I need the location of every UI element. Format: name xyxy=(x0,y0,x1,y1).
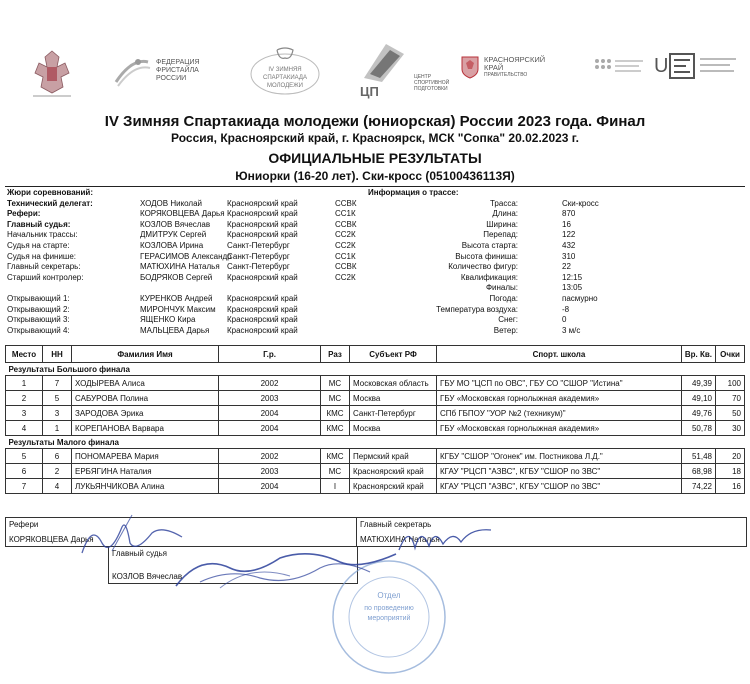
track-info-label: Погода: xyxy=(489,293,518,303)
track-info-row xyxy=(368,252,708,263)
secretary-label: Главный секретарь xyxy=(360,520,432,529)
jury-member-row xyxy=(7,199,407,210)
track-info-row xyxy=(368,283,708,294)
bib-cell: 3 xyxy=(43,406,72,421)
name-cell: ЛУКЬЯНЧИКОВА Алина xyxy=(72,479,219,494)
svg-text:ЦП: ЦП xyxy=(360,84,379,99)
name-cell: КОРЕПАНОВА Варвара xyxy=(72,421,219,436)
points-cell: 50 xyxy=(716,406,745,421)
col-place: Место xyxy=(6,346,43,363)
track-info-label: Температура воздуха: xyxy=(436,304,518,314)
col-qtime: Вр. Кв. xyxy=(681,346,715,363)
jury-member-row xyxy=(7,262,407,273)
judge-label: Главный судья xyxy=(112,549,168,558)
col-year: Г.р. xyxy=(219,346,321,363)
track-info-value: 16 xyxy=(562,219,571,229)
secretary-handwritten-signature xyxy=(395,520,495,556)
track-info-row xyxy=(368,220,708,231)
jury-category: СС1К xyxy=(335,251,356,261)
result-row xyxy=(6,421,745,436)
secretary-name: МАТЮХИНА Наталья xyxy=(360,535,440,544)
sport-brand-icon xyxy=(654,50,740,82)
track-info-label: Количество фигур: xyxy=(448,262,518,272)
rank-cell: КМС xyxy=(321,406,350,421)
jury-category: СС1К xyxy=(335,209,356,219)
jury-name: ДМИТРУК Сергей xyxy=(140,230,207,240)
track-info-value: 13:05 xyxy=(562,283,583,293)
event-category: Юниорки (16-20 лет). Ски-кросс (05100436113Я) xyxy=(235,169,515,183)
jury-heading: Жюри соревнований: xyxy=(7,188,93,197)
jury-region: Санкт-Петербург xyxy=(227,262,290,272)
jury-role: Старший контролер: xyxy=(7,272,84,282)
result-row xyxy=(6,464,745,479)
jury-name: КОЗЛОВ Вячеслав xyxy=(140,219,211,229)
place-cell: 4 xyxy=(6,421,43,436)
qtime-cell: 51,48 xyxy=(681,449,715,464)
school-cell: КГАУ "РЦСП "АЗВС", КГБУ "СШОР по ЗВС" xyxy=(437,479,682,494)
year-cell: 2003 xyxy=(219,391,321,406)
place-cell: 6 xyxy=(6,464,43,479)
jury-role: Технический делегат: xyxy=(7,198,93,208)
school-cell: ГБУ «Московская горнолыжная академия» xyxy=(437,421,682,436)
track-info-value: пасмурно xyxy=(562,293,598,303)
region-logo-line: КРАЙ xyxy=(484,63,504,73)
qtime-cell: 50,78 xyxy=(681,421,715,436)
result-row xyxy=(6,406,745,421)
rank-cell: МС xyxy=(321,376,350,391)
region-shield-icon xyxy=(460,55,480,79)
track-info-row xyxy=(368,315,708,326)
place-cell: 1 xyxy=(6,376,43,391)
jury-category: ССВК xyxy=(335,262,357,272)
header-divider xyxy=(5,186,745,187)
school-cell: КГАУ "РЦСП "АЗВС", КГБУ "СШОР по ЗВС" xyxy=(437,464,682,479)
track-info-row xyxy=(368,209,708,220)
year-cell: 2004 xyxy=(219,421,321,436)
col-name: Фамилия Имя xyxy=(72,346,219,363)
col-region: Субъект РФ xyxy=(350,346,437,363)
school-cell: СПб ГБПОУ "УОР №2 (техникум)" xyxy=(437,406,682,421)
result-row xyxy=(6,391,745,406)
qtime-cell: 49,39 xyxy=(681,376,715,391)
region-cell: Санкт-Петербург xyxy=(350,406,437,421)
place-cell: 3 xyxy=(6,406,43,421)
coat-of-arms-icon xyxy=(27,47,77,99)
track-info-row xyxy=(368,262,708,273)
name-cell: САБУРОВА Полина xyxy=(72,391,219,406)
track-info-label: Перепад: xyxy=(483,230,518,240)
jury-member-row xyxy=(7,230,407,241)
qtime-cell: 49,76 xyxy=(681,406,715,421)
krasnoyarsk-region-logo xyxy=(460,55,545,79)
track-info-label: Трасса: xyxy=(489,198,518,208)
jury-role: Главный судья: xyxy=(7,219,71,229)
bib-cell: 6 xyxy=(43,449,72,464)
jury-member-row xyxy=(7,273,407,284)
jury-name: МАТЮХИНА Наталья xyxy=(140,262,220,272)
federation-logo-line: ФРИСТАЙЛА xyxy=(156,66,199,74)
jury-role: Судья на финише: xyxy=(7,251,77,261)
opener-name: МИРОНЧУК Максим xyxy=(140,304,216,314)
judge-name: КОЗЛОВ Вячеслав xyxy=(112,572,183,581)
track-info-row xyxy=(368,199,708,210)
region-logo-line: ПРАВИТЕЛЬСТВО xyxy=(484,71,528,78)
opener-role: Открывающий 3: xyxy=(7,315,70,325)
points-cell: 16 xyxy=(716,479,745,494)
table-header-row xyxy=(6,346,745,363)
event-location: Россия, Красноярский край, г. Красноярск, МСК "Сопка" 20.02.2023 г. xyxy=(171,131,579,145)
school-cell: КГБУ "СШОР "Огонек" им. Постникова Л.Д." xyxy=(437,449,682,464)
track-info-value: 3 м/с xyxy=(562,325,581,335)
jury-role: Судья на старте: xyxy=(7,240,70,250)
jury-member-row xyxy=(7,252,407,263)
year-cell: 2002 xyxy=(219,376,321,391)
track-info-label: Снег: xyxy=(498,315,518,325)
rank-cell: МС xyxy=(321,391,350,406)
stamp-line: по проведению xyxy=(364,605,414,612)
jury-region: Красноярский край xyxy=(227,272,298,282)
school-cell: ГБУ МО "ЦСП по ОВС", ГБУ СО "СШОР "Истина" xyxy=(437,376,682,391)
year-cell: 2003 xyxy=(219,464,321,479)
opener-region: Красноярский край xyxy=(227,293,298,303)
bib-cell: 1 xyxy=(43,421,72,436)
track-info-label: Ширина: xyxy=(486,219,518,229)
jury-region: Красноярский край xyxy=(227,219,298,229)
federation-logo-line: ФЕДЕРАЦИЯ xyxy=(156,58,200,66)
jury-member-row xyxy=(7,220,407,231)
csp-logo-line: СПОРТИВНОЙ xyxy=(414,80,450,87)
place-cell: 5 xyxy=(6,449,43,464)
track-info-heading: Информация о трассе: xyxy=(368,188,459,197)
opener-region: Красноярский край xyxy=(227,315,298,325)
opener-name: КУРЕНКОВ Андрей xyxy=(140,293,213,303)
qtime-cell: 68,98 xyxy=(681,464,715,479)
year-cell: 2004 xyxy=(219,479,321,494)
track-info-value: 22 xyxy=(562,262,571,272)
result-row xyxy=(6,479,745,494)
track-info-label: Высота старта: xyxy=(461,240,518,250)
track-info-label: Высота финиша: xyxy=(455,251,518,261)
bib-cell: 4 xyxy=(43,479,72,494)
result-row xyxy=(6,376,745,391)
section-row xyxy=(6,363,745,376)
track-info-value: 0 xyxy=(562,315,567,325)
bib-cell: 7 xyxy=(43,376,72,391)
region-logo-line: КРАСНОЯРСКИЙ xyxy=(484,54,546,64)
track-info-value: 122 xyxy=(562,230,576,240)
year-cell: 2004 xyxy=(219,406,321,421)
opener-row xyxy=(7,326,407,337)
event-title: IV Зимняя Спартакиада молодежи (юниорская) России 2023 года. Финал xyxy=(104,113,646,130)
results-title: ОФИЦИАЛЬНЫЕ РЕЗУЛЬТАТЫ xyxy=(268,150,482,166)
ministry-emblem-logo xyxy=(27,47,77,99)
opener-name: ЯЩЕНКО Кира xyxy=(140,315,196,325)
track-info-section xyxy=(368,188,708,336)
track-info-row xyxy=(368,273,708,284)
qtime-cell: 74,22 xyxy=(681,479,715,494)
opener-region: Красноярский край xyxy=(227,304,298,314)
bib-cell: 5 xyxy=(43,391,72,406)
jury-role: Главный секретарь: xyxy=(7,262,81,272)
track-info-label: Квалификация: xyxy=(460,272,518,282)
opener-role: Открывающий 4: xyxy=(7,325,70,335)
jury-region: Санкт-Петербург xyxy=(227,251,290,261)
section-row xyxy=(6,436,745,449)
spartakiad-logo-line: МОЛОДЕЖИ xyxy=(267,83,303,89)
svg-text:U: U xyxy=(654,55,669,77)
opener-region: Красноярский край xyxy=(227,325,298,335)
points-cell: 18 xyxy=(716,464,745,479)
rank-cell: МС xyxy=(321,464,350,479)
jury-role: Начальник трассы: xyxy=(7,230,78,240)
region-cell: Москва xyxy=(350,421,437,436)
spartakiad-logo xyxy=(247,44,323,98)
region-cell: Москва xyxy=(350,391,437,406)
track-info-row xyxy=(368,230,708,241)
skier-icon xyxy=(112,52,152,90)
col-rank: Раз xyxy=(321,346,350,363)
jury-region: Красноярский край xyxy=(227,198,298,208)
rank-cell: КМС xyxy=(321,421,350,436)
spartakiad-emblem-icon xyxy=(247,44,323,98)
csp-logo-line: ЦЕНТР xyxy=(414,74,432,81)
jury-region: Красноярский край xyxy=(227,209,298,219)
jury-member-row xyxy=(7,209,407,220)
jury-category: ССВК xyxy=(335,198,357,208)
region-cell: Московская область xyxy=(350,376,437,391)
name-cell: ПОНОМАРЕВА Мария xyxy=(72,449,219,464)
spartakiad-logo-line: IV ЗИМНЯЯ xyxy=(268,67,302,73)
track-info-label: Ветер: xyxy=(493,325,518,335)
track-info-value: 310 xyxy=(562,251,576,261)
jury-region: Санкт-Петербург xyxy=(227,240,290,250)
points-cell: 70 xyxy=(716,391,745,406)
points-cell: 20 xyxy=(716,449,745,464)
place-cell: 7 xyxy=(6,479,43,494)
place-cell: 2 xyxy=(6,391,43,406)
jury-name: ХОДОВ Николай xyxy=(140,198,203,208)
opener-role: Открывающий 2: xyxy=(7,304,70,314)
track-info-value: 432 xyxy=(562,240,576,250)
result-row xyxy=(6,449,745,464)
csp-logo xyxy=(356,38,449,100)
name-cell: ЗАРОДОВА Эрика xyxy=(72,406,219,421)
jury-category: СС2К xyxy=(335,230,356,240)
opener-name: МАЛЬЦЕВА Дарья xyxy=(140,325,210,335)
rank-cell: КМС xyxy=(321,449,350,464)
track-info-row xyxy=(368,326,708,337)
jury-name: БОДРЯКОВ Сергей xyxy=(140,272,213,282)
jury-role: Рефери: xyxy=(7,209,41,219)
col-bib: НН xyxy=(43,346,72,363)
track-info-label: Финалы: xyxy=(485,283,518,293)
jury-name: КОРЯКОВЦЕВА Дарья xyxy=(140,209,225,219)
track-info-row xyxy=(368,305,708,316)
jury-member-row xyxy=(7,241,407,252)
dots-logo xyxy=(593,57,647,75)
track-info-label: Длина: xyxy=(492,209,518,219)
points-cell: 100 xyxy=(716,376,745,391)
opener-row xyxy=(7,294,407,305)
freestyle-federation-logo xyxy=(112,52,200,90)
points-cell: 30 xyxy=(716,421,745,436)
jury-category: ССВК xyxy=(335,219,357,229)
stamp-line: Отдел xyxy=(377,591,401,600)
qtime-cell: 49,10 xyxy=(681,391,715,406)
name-cell: ХОДЫРЕВА Алиса xyxy=(72,376,219,391)
rank-cell: I xyxy=(321,479,350,494)
jury-name: КОЗЛОВА Ирина xyxy=(140,240,204,250)
track-info-value: Ски-кросс xyxy=(562,198,599,208)
spartakiad-logo-line: СПАРТАКИАДА xyxy=(263,75,307,81)
name-cell: ЕРБЯГИНА Наталия xyxy=(72,464,219,479)
region-cell: Красноярский край xyxy=(350,464,437,479)
year-cell: 2002 xyxy=(219,449,321,464)
track-info-value: 870 xyxy=(562,209,576,219)
jury-category: СС2К xyxy=(335,240,356,250)
federation-logo-line: РОССИИ xyxy=(156,75,187,83)
dots-grid-icon xyxy=(593,57,647,75)
region-cell: Красноярский край xyxy=(350,479,437,494)
jury-name: ГЕРАСИМОВ Александр xyxy=(140,251,232,261)
region-cell: Пермский край xyxy=(350,449,437,464)
track-info-value: -8 xyxy=(562,304,570,314)
opener-row xyxy=(7,305,407,316)
bib-cell: 2 xyxy=(43,464,72,479)
results-table xyxy=(5,345,745,494)
csp-logo-line: ПОДГОТОВКИ xyxy=(414,85,448,92)
track-info-row xyxy=(368,294,708,305)
col-points: Очки xyxy=(716,346,745,363)
opener-role: Открывающий 1: xyxy=(7,293,70,303)
opener-row xyxy=(7,315,407,326)
judge-handwritten-signature xyxy=(170,548,400,594)
col-school: Спорт. школа xyxy=(437,346,682,363)
jury-region: Красноярский край xyxy=(227,230,298,240)
section-label: Результаты Малого финала xyxy=(6,436,745,449)
jury-section xyxy=(7,188,407,336)
referee-label: Рефери xyxy=(9,520,39,529)
sport-logo xyxy=(654,50,740,82)
csp-emblem-icon xyxy=(356,38,410,100)
track-info-value: 12:15 xyxy=(562,272,583,282)
referee-name: КОРЯКОВЦЕВА Дарья xyxy=(9,535,94,544)
school-cell: ГБУ «Московская горнолыжная академия» xyxy=(437,391,682,406)
section-label: Результаты Большого финала xyxy=(6,363,745,376)
jury-category: СС2К xyxy=(335,272,356,282)
track-info-row xyxy=(368,241,708,252)
stamp-line: мероприятий xyxy=(367,615,411,622)
